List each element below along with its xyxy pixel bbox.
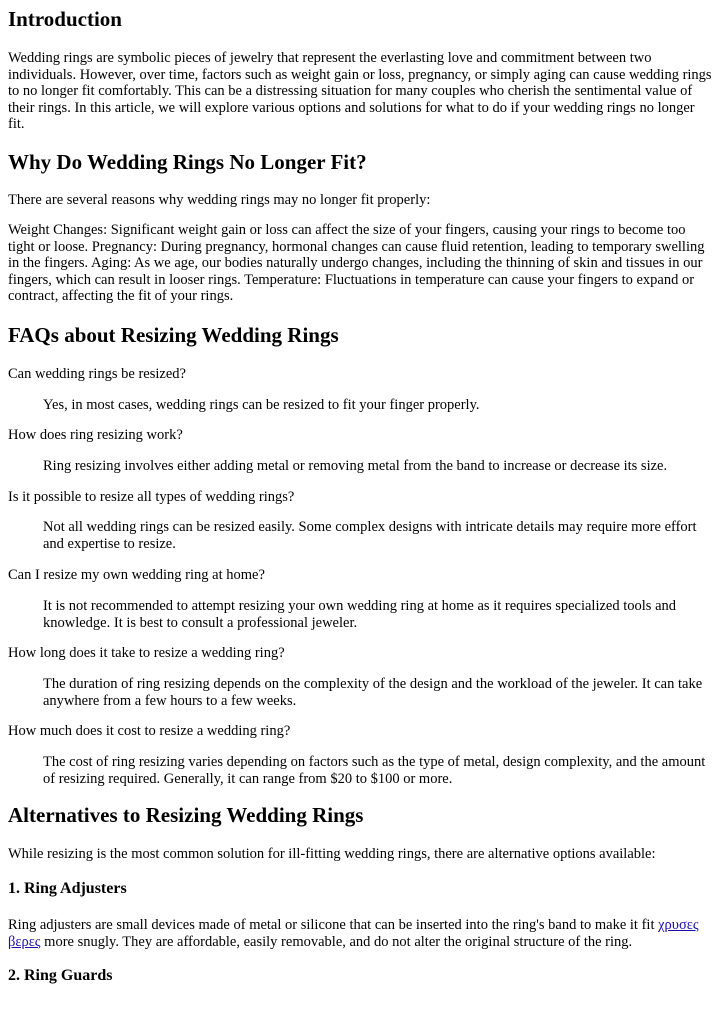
faq-answer: Yes, in most cases, wedding rings can be resized to fit your finger properly. [43,397,480,413]
alternatives-heading: Alternatives to Resizing Wedding Rings [8,803,364,827]
why-lead: There are several reasons why wedding rings may no longer fit properly: [8,192,431,208]
faqs-heading: FAQs about Resizing Wedding Rings [8,323,339,347]
faq-question: How long does it take to resize a wedding ring? [8,645,285,661]
faq-question: How much does it cost to resize a wedding ring? [8,723,291,739]
chrysés-veres-link[interactable]: χρυσες βερες [8,917,699,950]
intro-heading: Introduction [8,7,122,31]
why-heading: Why Do Wedding Rings No Longer Fit? [8,150,367,174]
faq-answer: The cost of ring resizing varies depending on factors such as the type of metal, design complexity, and the amount of resizing required. Generally, it can range from $20 to $100 or more. [43,754,706,787]
faq-question: How does ring resizing work? [8,427,183,443]
faq-answer: It is not recommended to attempt resizing your own wedding ring at home as it requires specialized tools and knowledge. It is best to consult a professional jeweler. [43,598,677,631]
faq-question: Can wedding rings be resized? [8,366,186,382]
why-reasons-paragraph: Weight Changes: Significant weight gain or loss can affect the size of your fingers, causing your rings to become too tight or loose. Pregnancy: During pregnancy, hormonal changes can cause fluid retention, leading to temporary swelling in the fingers. Aging: As we age, our bodies naturally undergo changes, including the thinning of skin and tissues in our fingers, which can result in looser rings. Temperature: Fluctuations in temperature can cause your fingers to expand or contract, affecting the fit of your rings. [8,222,705,304]
ring-adjusters-text-before: Ring adjusters are small devices made of metal or silicone that can be inserted into the ring's band to make it fit [8,917,659,933]
faq-answer: Ring resizing involves either adding metal or removing metal from the band to increase or decrease its size. [43,458,668,474]
ring-guards-heading: 2. Ring Guards [8,967,113,984]
ring-adjusters-paragraph [8,917,714,950]
faq-answer: Not all wedding rings can be resized easily. Some complex designs with intricate details may require more effort and expertise to resize. [43,519,697,552]
intro-paragraph: Wedding rings are symbolic pieces of jewelry that represent the everlasting love and commitment between two individuals. However, over time, factors such as weight gain or loss, pregnancy, or simply aging can cause wedding rings to no longer fit comfortably. This can be a distressing situation for many couples who cherish the sentimental value of their rings. In this article, we will explore various options and solutions for what to do if your wedding rings no longer fit. [8,50,712,132]
faq-question: Can I resize my own wedding ring at home? [8,567,265,583]
faq-answer: The duration of ring resizing depends on the complexity of the design and the workload of the jeweler. It can take anywhere from a few hours to a few weeks. [43,676,703,709]
ring-adjusters-heading: 1. Ring Adjusters [8,880,127,897]
faq-question: Is it possible to resize all types of wedding rings? [8,489,295,505]
alternatives-lead: While resizing is the most common solution for ill-fitting wedding rings, there are alternative options available: [8,846,656,862]
ring-adjusters-text-after: more snugly. They are affordable, easily removable, and do not alter the original structure of the ring. [40,933,633,950]
